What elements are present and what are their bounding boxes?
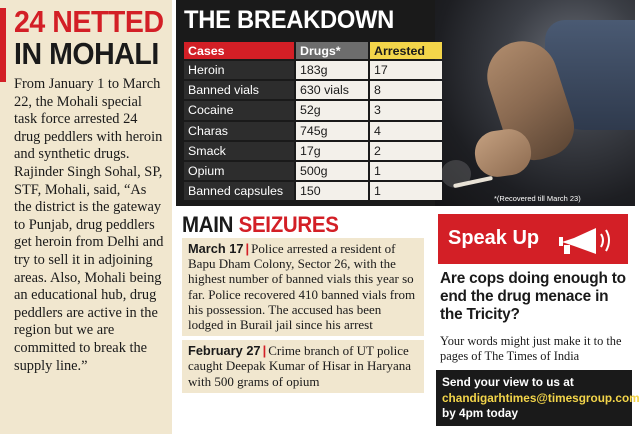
seizure-item — [182, 340, 424, 393]
table-header-row — [184, 42, 442, 59]
case-cell: Smack — [184, 142, 294, 160]
header-cases: Cases — [184, 42, 294, 59]
header-arrested: Arrested — [370, 42, 442, 59]
table-row — [184, 182, 442, 200]
case-cell: Heroin — [184, 61, 294, 79]
megaphone-icon — [556, 222, 616, 258]
table-row — [184, 61, 442, 79]
table-row — [184, 101, 442, 119]
breakdown-panel — [176, 0, 635, 206]
seizure-text: Police arrested a resident of Bapu Dham Colony, Sector 26, with the highest number of banned vials this year so far. Police recovered 410 banned vials from his possession. The accused has been lodged in Burail jail since his arrest — [188, 241, 416, 333]
speak-up-subtext: Your words might just make it to the pages of The Times of India — [440, 334, 622, 363]
arrested-cell: 17 — [370, 61, 442, 79]
send-view-box — [436, 370, 643, 426]
seizure-date: March 17 — [188, 241, 244, 256]
accent-bar — [0, 8, 6, 82]
speak-up-panel — [432, 208, 643, 434]
table-row — [184, 142, 442, 160]
deadline-text: , by 4pm today — [442, 390, 643, 420]
drug-breakdown-table — [182, 40, 444, 202]
table-row — [184, 122, 442, 140]
main-seizures — [176, 208, 430, 434]
header-drugs: Drugs* — [296, 42, 368, 59]
case-cell: Banned capsules — [184, 182, 294, 200]
drugs-cell: 500g — [296, 162, 368, 180]
seizure-text: Crime branch of UT police caught Deepak Kumar of Hisar in Haryana with 500 grams of opium — [188, 343, 412, 389]
drugs-cell: 183g — [296, 61, 368, 79]
case-cell: Cocaine — [184, 101, 294, 119]
seizures-title-accent: SEIZURES — [238, 212, 339, 237]
case-cell: Charas — [184, 122, 294, 140]
headline-bottom: IN MOHALI — [14, 36, 159, 71]
seizures-title — [182, 212, 407, 238]
lead-story — [0, 0, 172, 434]
separator-bar: | — [262, 343, 267, 359]
send-prefix: Send your view to us at — [442, 375, 574, 389]
speak-up-question: Are cops doing enough to end the drug menace in the Tricity? — [440, 270, 626, 323]
drugs-cell: 17g — [296, 142, 368, 160]
table-row — [184, 81, 442, 99]
case-cell: Banned vials — [184, 81, 294, 99]
arrested-cell: 1 — [370, 162, 442, 180]
drugs-cell: 150 — [296, 182, 368, 200]
arrested-cell: 8 — [370, 81, 442, 99]
seizure-item — [182, 238, 424, 336]
speak-up-label: Speak Up — [448, 227, 540, 249]
case-cell: Opium — [184, 162, 294, 180]
recovered-note: *(Recovered till March 23) — [494, 194, 581, 203]
seizure-date: February 27 — [188, 343, 261, 359]
seizures-title-main: MAIN — [182, 212, 234, 237]
arrested-cell: 2 — [370, 142, 442, 160]
drugs-cell: 630 vials — [296, 81, 368, 99]
arrested-cell: 1 — [370, 182, 442, 200]
arrested-cell: 4 — [370, 122, 442, 140]
speak-up-header — [438, 214, 628, 264]
send-contact — [442, 390, 643, 422]
table-row — [184, 162, 442, 180]
drug-user-photo — [435, 0, 635, 206]
arrested-cell: 3 — [370, 101, 442, 119]
lead-story-text: From January 1 to March 22, the Mohali special task force arrested 24 drug peddlers with heroin and synthetic drugs. Rajinder Singh Sohal, SP, STF, Mohali, said, “As the district is the gateway to Punjab, drug peddlers get heroin from Delhi and try to sell it in adjoining areas. Also, Mohali being an educational hub, drug peddlers are active in the region but we are committed to break the supply line.” — [14, 76, 164, 374]
drugs-cell: 745g — [296, 122, 368, 140]
breakdown-title: THE BREAKDOWN — [184, 6, 395, 34]
separator-bar: | — [245, 241, 250, 256]
headline-top: 24 NETTED — [14, 4, 164, 39]
email-link[interactable]: chandigarhtimes@timesgroup.com — [442, 390, 640, 405]
drugs-cell: 52g — [296, 101, 368, 119]
